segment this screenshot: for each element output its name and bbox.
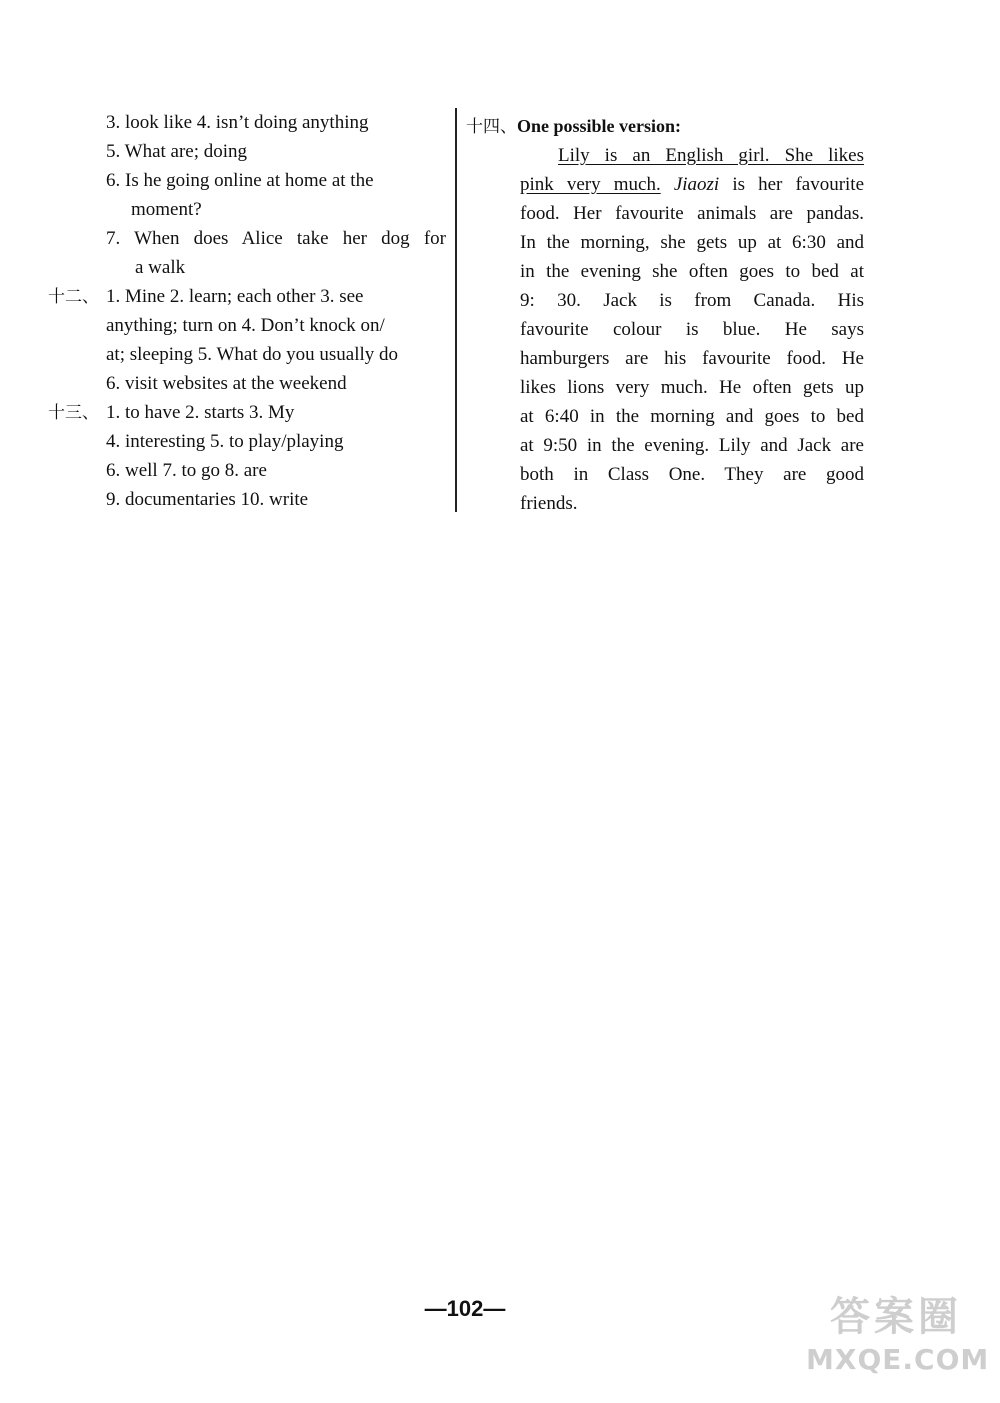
underlined-sentence: pink very much. (520, 174, 661, 195)
answer-line: 3. look like 4. isn’t doing anything (106, 112, 369, 133)
watermark-logo (806, 1291, 990, 1391)
essay-line: at 6:40 in the morning and goes to bed (520, 406, 864, 427)
answer-line: 6. well 7. to go 8. are (106, 460, 267, 481)
answer-line: 6. visit websites at the weekend (106, 373, 347, 394)
left-answer-column (48, 108, 448, 514)
model-essay (466, 141, 864, 518)
italic-word: Jiaozi (673, 174, 720, 195)
essay-line: food. Her favourite animals are pandas. (520, 203, 864, 224)
answer-line: at; sleeping 5. What do you usually do (106, 344, 398, 365)
section-14-heading (466, 112, 864, 141)
column-divider (455, 108, 457, 512)
watermark-cn-text: 答案圈 (830, 1294, 962, 1340)
essay-line: 9: 30. Jack is from Canada. His (520, 290, 864, 311)
section-12-first-line (48, 282, 448, 311)
essay-line: at 9:50 in the evening. Lily and Jack are (520, 435, 864, 456)
answer-line: 5. What are; doing (106, 141, 248, 162)
section-14-label: 十四、 (466, 117, 517, 137)
essay-line: favourite colour is blue. He says (520, 319, 864, 340)
answer-line: 9. documentaries 10. write (106, 489, 309, 510)
right-answer-column (466, 112, 864, 518)
section-14-title: One possible version: (517, 116, 682, 136)
essay-line: in the evening she often goes to bed at (520, 261, 864, 282)
essay-line: both in Class One. They are good (520, 464, 864, 485)
underlined-sentence: Lily is an English girl. She likes (558, 145, 864, 166)
section-13-answers: 1. to have 2. starts 3. My (106, 402, 295, 423)
answer-line: 4. interesting 5. to play/playing (106, 431, 344, 452)
answer-line: moment? (131, 199, 202, 220)
essay-text: is her favourite (732, 174, 865, 195)
answer-line: a walk (135, 257, 186, 278)
essay-line (520, 141, 864, 170)
section-13-first-line (48, 398, 448, 427)
essay-line: In the morning, she gets up at 6:30 and (520, 232, 864, 253)
answer-line: 6. Is he going online at home at the (106, 170, 374, 191)
answer-line: 7. When does Alice take her dog for (106, 228, 446, 249)
essay-line: friends. (520, 493, 578, 514)
essay-line: likes lions very much. He often gets up (520, 377, 864, 398)
essay-line: hamburgers are his favourite food. He (520, 348, 864, 369)
watermark-en-text: MXQE.COM (806, 1343, 990, 1376)
section-12-label: 十二、 (48, 287, 99, 307)
page-number: —102— (424, 1296, 506, 1321)
section-12-answers: 1. Mine 2. learn; each other 3. see (106, 286, 364, 307)
section-13-label: 十三、 (48, 403, 99, 423)
answer-line: anything; turn on 4. Don’t knock on/ (106, 315, 385, 336)
essay-line (520, 170, 864, 199)
